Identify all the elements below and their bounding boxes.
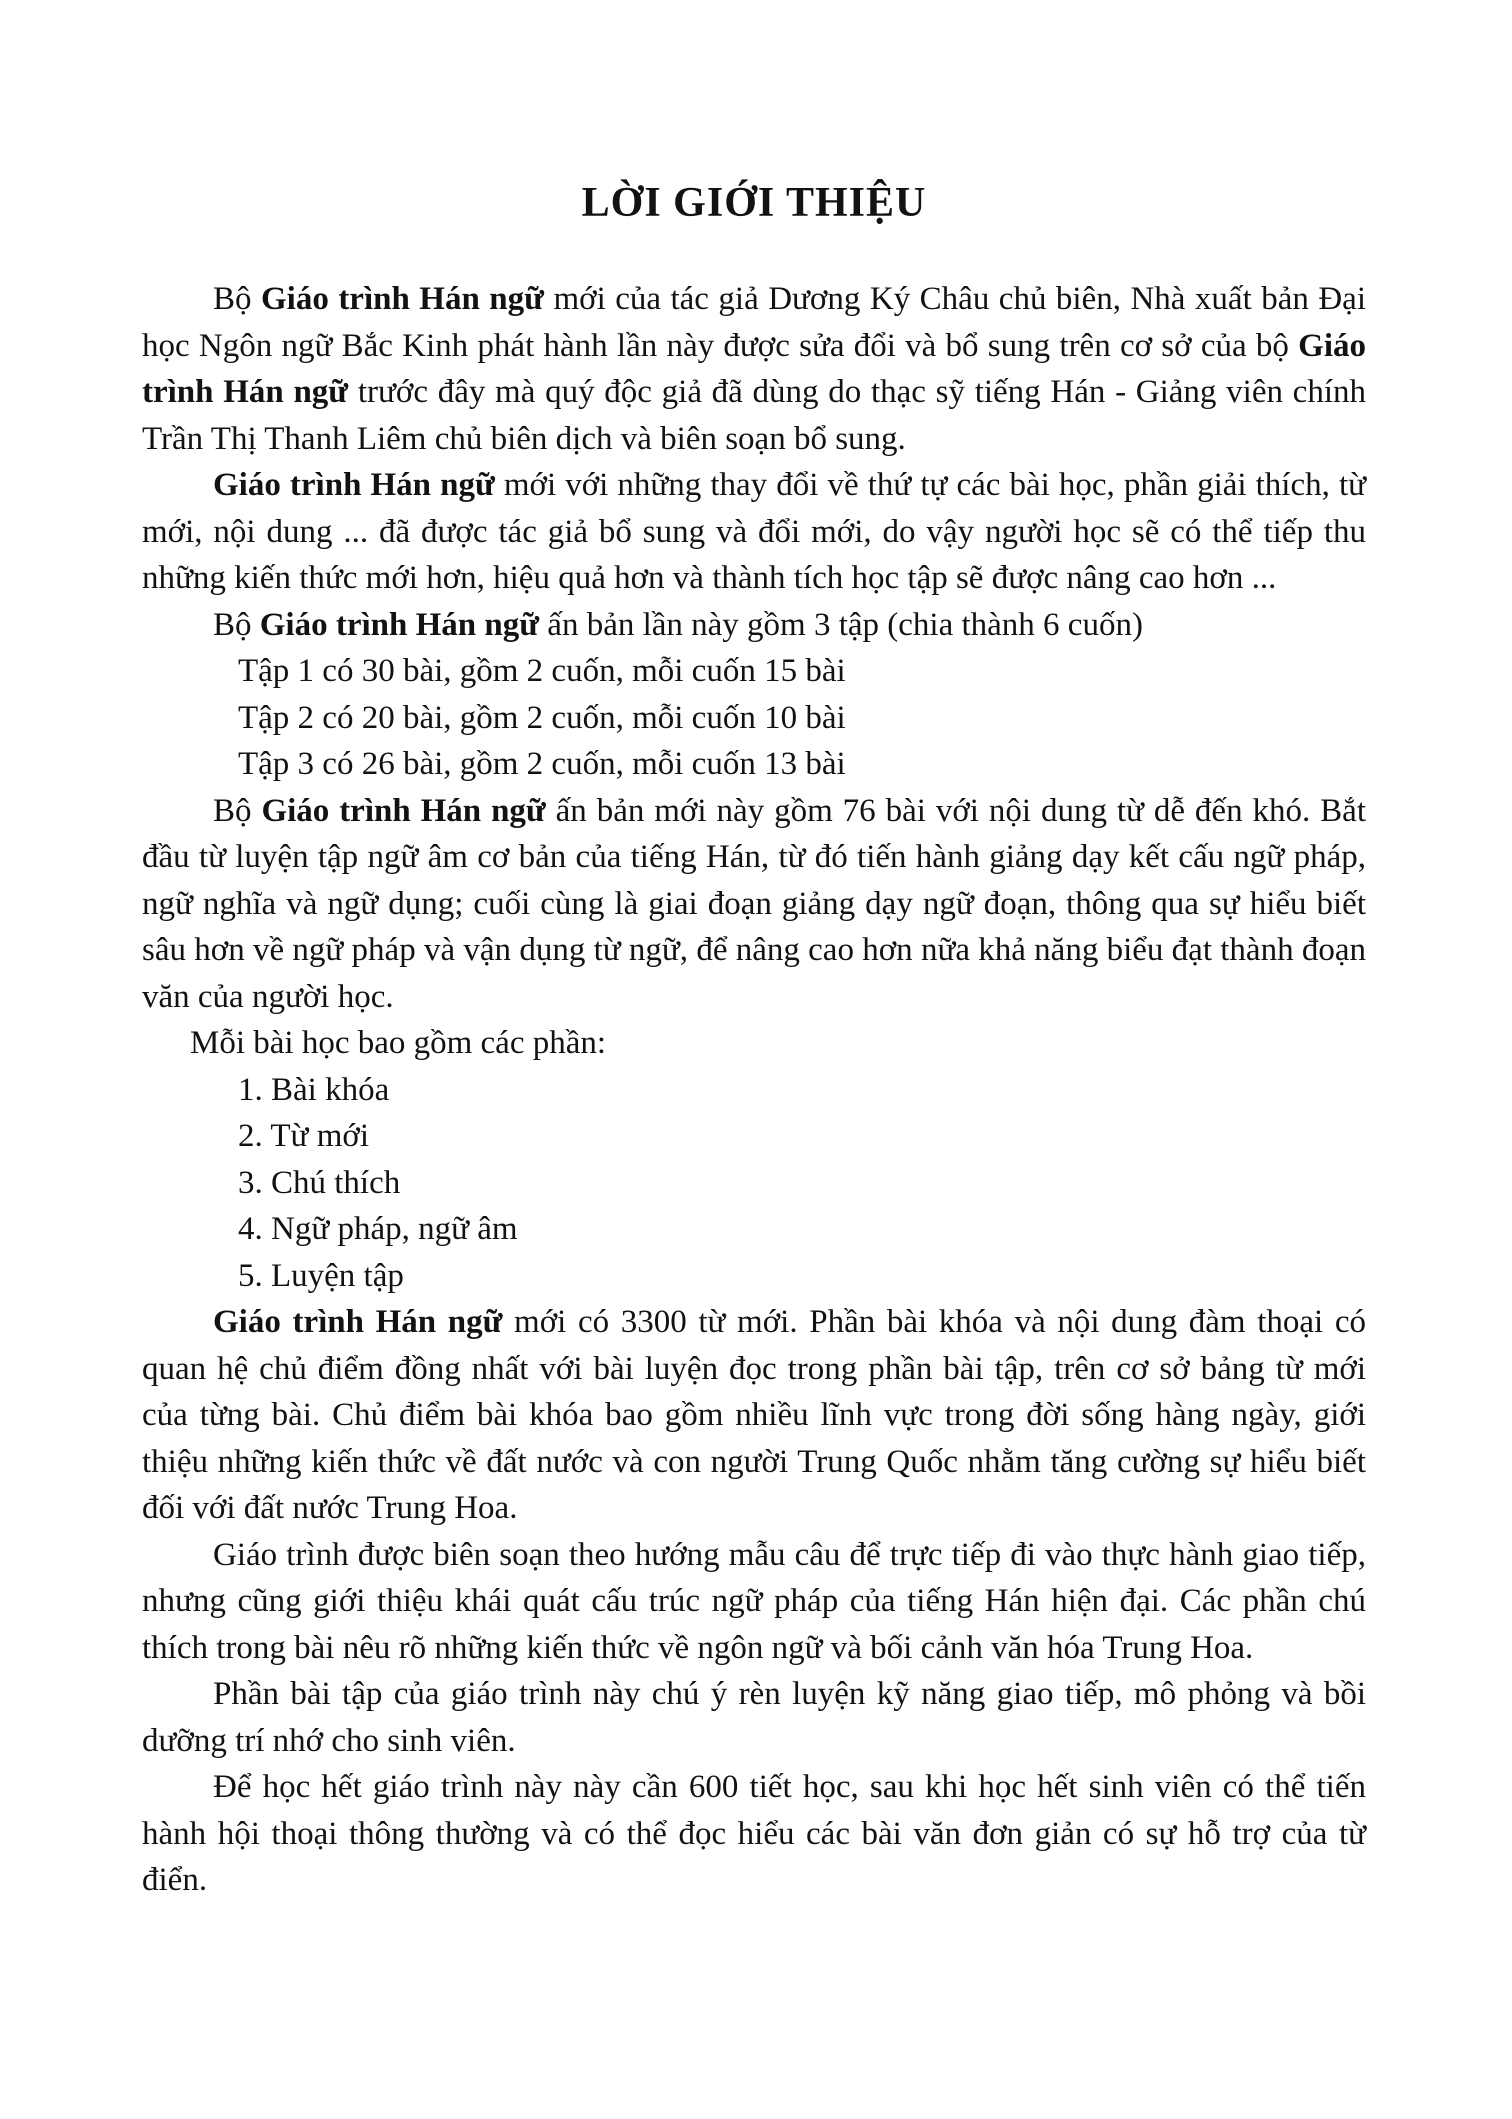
- bold-text-run: Giáo trình Hán ngữ: [259, 606, 540, 643]
- list-item: [142, 1206, 1366, 1253]
- paragraph: [142, 276, 1366, 462]
- list-item: [142, 1113, 1366, 1160]
- list-item: [142, 648, 1366, 695]
- text-run: mới với những thay đổi về thứ tự các bài học, phần giải thích, từ mới, nội dung ... đã được tác giả bổ sung và đổi mới, do vậy người học sẽ có thể tiếp thu những kiến thức mới hơn, hiệu quả hơn và thành tích học tập sẽ được nâng cao hơn ...: [142, 467, 1367, 596]
- text-run: 1. Bài khóa: [238, 1071, 390, 1108]
- list-item: [142, 1160, 1366, 1207]
- paragraph: [142, 1764, 1366, 1904]
- paragraph: [142, 462, 1366, 602]
- text-run: 5. Luyện tập: [238, 1257, 404, 1294]
- list-item: [142, 741, 1366, 788]
- list-item: [142, 695, 1366, 742]
- text-run: ấn bản mới này gồm 76 bài với nội dung từ dễ đến khó. Bắt đầu từ luyện tập ngữ âm cơ bản của tiếng Hán, từ đó tiến hành giảng dạy kết cấu ngữ pháp, ngữ nghĩa và ngữ dụng; cuối cùng là giai đoạn giảng dạy ngữ đoạn, thông qua sự hiểu biết sâu hơn về ngữ pháp và vận dụng từ ngữ, để nâng cao hơn nữa khả năng biểu đạt thành đoạn văn của người học.: [142, 792, 1366, 1015]
- text-run: Tập 2 có 20 bài, gồm 2 cuốn, mỗi cuốn 10 bài: [238, 699, 846, 736]
- text-run: 2. Từ mới: [238, 1118, 369, 1154]
- text-run: 3. Chú thích: [238, 1164, 401, 1201]
- bold-text-run: Giáo trình Hán ngữ: [261, 792, 546, 829]
- list-item: [142, 1067, 1366, 1114]
- paragraph: [142, 1020, 1366, 1067]
- page-title: LỜI GIỚI THIỆU: [581, 180, 927, 226]
- text-run: Phần bài tập của giáo trình này chú ý rèn luyện kỹ năng giao tiếp, mô phỏng và bồi dưỡng trí nhớ cho sinh viên.: [142, 1676, 1366, 1759]
- bold-text-run: Giáo trình Hán ngữ: [213, 467, 495, 503]
- bold-text-run: Giáo trình Hán ngữ: [213, 1304, 503, 1340]
- text-run: Bộ: [213, 792, 262, 829]
- document-body: [142, 276, 1366, 1904]
- bold-text-run: Giáo trình Hán ngữ: [142, 327, 1366, 410]
- text-run: Tập 3 có 26 bài, gồm 2 cuốn, mỗi cuốn 13 bài: [238, 746, 846, 782]
- text-run: trước đây mà quý độc giả đã dùng do thạc sỹ tiếng Hán - Giảng viên chính Trần Thị Thanh Liêm chủ biên dịch và biên soạn bổ sung.: [142, 374, 1366, 457]
- text-run: Mỗi bài học bao gồm các phần:: [190, 1025, 607, 1061]
- text-run: Bộ: [213, 281, 261, 317]
- text-run: Để học hết giáo trình này này cần 600 tiết học, sau khi học hết sinh viên có thể tiến hành hội thoại thông thường và có thể đọc hiểu các bài văn đơn giản có sự hỗ trợ của từ điển.: [142, 1769, 1366, 1898]
- text-run: Giáo trình được biên soạn theo hướng mẫu câu để trực tiếp đi vào thực hành giao tiếp, nhưng cũng giới thiệu khái quát cấu trúc ngữ pháp của tiếng Hán hiện đại. Các phần chú thích trong bài nêu rõ những kiến thức về ngôn ngữ và bối cảnh văn hóa Trung Hoa.: [142, 1536, 1366, 1666]
- text-run: mới có 3300 từ mới. Phần bài khóa và nội dung đàm thoại có quan hệ chủ điểm đồng nhất với bài luyện đọc trong phần bài tập, trên cơ sở bảng từ mới của từng bài. Chủ điểm bài khóa bao gồm nhiều lĩnh vực trong đời sống hàng ngày, giới thiệu những kiến thức về đất nước và con người Trung Quốc nhằm tăng cường sự hiểu biết đối với đất nước Trung Hoa.: [142, 1304, 1366, 1526]
- text-run: 4. Ngữ pháp, ngữ âm: [238, 1211, 518, 1247]
- paragraph: [142, 1532, 1366, 1672]
- paragraph: [142, 1671, 1366, 1764]
- paragraph: [142, 788, 1366, 1021]
- text-run: ấn bản lần này gồm 3 tập (chia thành 6 cuốn): [539, 606, 1143, 643]
- text-run: Bộ: [213, 606, 260, 643]
- list-item: [142, 1253, 1366, 1300]
- text-run: mới của tác giả Dương Ký Châu chủ biên, Nhà xuất bản Đại học Ngôn ngữ Bắc Kinh phát hành lần này được sửa đổi và bổ sung trên cơ sở của bộ: [142, 281, 1366, 364]
- paragraph: [142, 1299, 1366, 1532]
- text-run: Tập 1 có 30 bài, gồm 2 cuốn, mỗi cuốn 15 bài: [238, 653, 846, 689]
- bold-text-run: Giáo trình Hán ngữ: [261, 281, 544, 317]
- paragraph: [142, 602, 1366, 649]
